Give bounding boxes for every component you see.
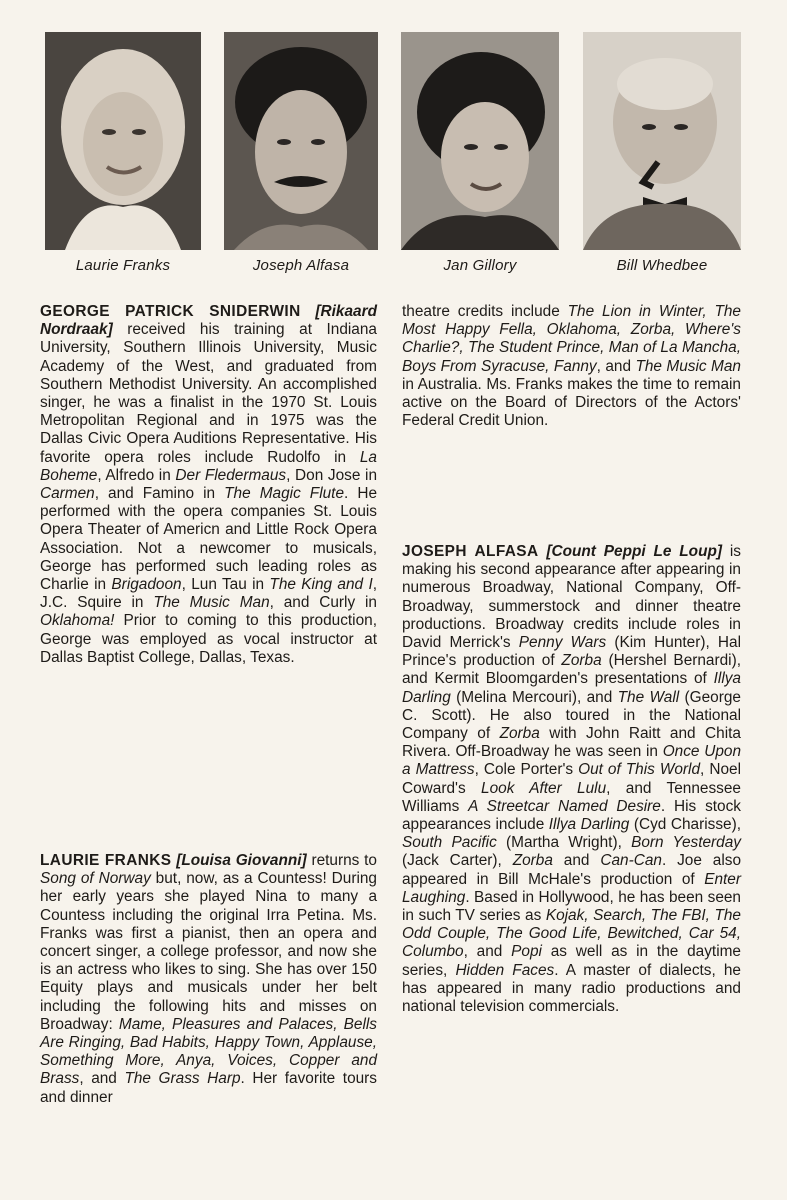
- bio-title: Born Yesterday: [631, 834, 741, 852]
- bio-title: The Grass Harp: [124, 1070, 241, 1088]
- portrait-image: [45, 32, 201, 250]
- bio-text: . He performed with the opera companies St. Louis Opera Theater of Americn and Little Rock Opera Association. Not a newcomer to musicals, George has performed such leading roles as Charlie in: [40, 485, 378, 594]
- bio-text: , and: [463, 943, 512, 961]
- bio-text: , Cole Porter's: [474, 761, 579, 779]
- bio-text: . Based in Hollywood, he has been seen in such TV series as: [402, 888, 741, 925]
- bio-title: Enter Laughing: [402, 870, 741, 906]
- bio-text: . His stock appearances include: [402, 797, 741, 834]
- bio-title: Popi: [511, 943, 542, 961]
- bio-name: LAURIE FRANKS: [40, 852, 172, 869]
- bio-name: GEORGE PATRICK SNIDERWIN: [40, 303, 301, 320]
- bio-text: (Cyd Charisse),: [629, 816, 741, 834]
- photo-bill-whedbee: [583, 32, 741, 250]
- bio-joseph-alfasa: [402, 543, 741, 1016]
- bio-role: [Count Peppi Le Loup]: [546, 543, 723, 560]
- bio-text: , Noel Coward's: [402, 761, 741, 797]
- bio-title: The Music Man: [153, 594, 270, 612]
- bio-text: , Alfredo in: [97, 466, 176, 484]
- bio-title: Zorba: [512, 852, 553, 870]
- bio-title: The Magic Flute: [224, 485, 345, 503]
- photo-jan-gillory: [401, 32, 559, 250]
- bio-name: JOSEPH ALFASA: [402, 543, 539, 560]
- bio-title: Can-Can: [600, 852, 662, 870]
- bio-title: Once Upon a Mattress: [402, 743, 741, 779]
- bio-text: , and Famino in: [94, 485, 225, 503]
- bio-title: Brigadoon: [111, 576, 182, 594]
- bio-title: Song of Norway: [40, 870, 151, 888]
- bio-text: . Her favorite tours and dinner: [40, 1070, 378, 1106]
- portrait-image: [224, 32, 378, 250]
- bio-text: in Australia. Ms. Franks makes the time to remain active on the Board of Directors of the Actors' Federal Credit Union.: [402, 375, 741, 430]
- bio-text: . Joe also appeared in Bill McHale's production of: [402, 852, 742, 888]
- bio-text: , Don Jose in: [286, 466, 378, 484]
- bio-george-patrick-sniderwin: [40, 303, 377, 667]
- bio-text: . A master of dialects, he has appeared in many radio productions and national television commercials.: [402, 961, 741, 1016]
- bio-text: with John Raitt and Chita Rivera. Off-Broadway he was seen in: [402, 725, 741, 761]
- bio-title: Penny Wars: [518, 634, 607, 652]
- caption-jan-gillory: Jan Gillory: [443, 257, 517, 274]
- headshot-row: [0, 0, 787, 290]
- bio-text: , and Tennessee Williams: [402, 779, 741, 815]
- bio-title: The Music Man: [635, 357, 741, 375]
- bio-text: , and: [596, 357, 636, 375]
- bio-laurie-franks: [40, 852, 377, 1107]
- bio-text: (Jack Carter),: [402, 852, 513, 870]
- bio-title: Hidden Faces: [455, 961, 555, 979]
- bio-title: Carmen: [40, 485, 95, 503]
- bio-text: (Martha Wright),: [496, 834, 632, 852]
- bio-title: Mame, Pleasures and Palaces, Bells Are Ringing, Bad Habits, Happy Town, Applause, Something More, Anya, Voices, Copper and Brass: [40, 1015, 377, 1088]
- bio-title: South Pacific: [402, 834, 497, 852]
- bio-laurie-franks-continued: [402, 303, 741, 430]
- bio-title: Illya Darling: [402, 670, 741, 706]
- bio-title: A Streetcar Named Desire: [468, 797, 661, 815]
- bio-text: received his training at Indiana University, Southern Illinois University, Music Academy of the West, and graduated from Southern Methodist University. An accomplished singer, he was a finalist in the 1970 St. Louis Metropolitan Regional and in 1975 was the Dallas Civic Opera Auditions Representative. His favorite opera roles include Rudolfo in: [40, 321, 377, 466]
- bio-text: , and: [79, 1070, 125, 1088]
- bio-role: [Louisa Giovanni]: [176, 852, 307, 869]
- bio-title: Der Fledermaus: [175, 466, 287, 484]
- bio-text: returns to: [306, 852, 377, 869]
- bio-title: Look After Lulu: [481, 779, 607, 797]
- bio-text: , Lun Tau in: [181, 576, 270, 594]
- bio-title: The Wall: [617, 688, 680, 706]
- bio-title: Out of This World: [578, 761, 701, 779]
- bio-title: Illya Darling: [548, 816, 630, 834]
- bio-text: as well as in the daytime series,: [402, 943, 741, 979]
- bio-title: Zorba: [561, 652, 602, 670]
- bio-title: Kojak, Search, The FBI, The Odd Couple, The Good Life, Bewitched, Car 54, Columbo: [402, 907, 741, 961]
- photo-laurie-franks: [45, 32, 201, 250]
- bio-title: Oklahoma!: [40, 612, 115, 630]
- caption-joseph-alfasa: Joseph Alfasa: [252, 257, 350, 274]
- bio-title: Zorba: [499, 725, 540, 743]
- bio-text: but, now, as a Countess! During her early years she played Nina to many a Countess including the original Irra Petina. Ms. Franks was first a pianist, then an opera and concert singer, a college professor, and now she is an actress who likes to sing. She has over 150 Equity plays and musicals under her belt including the following hits and misses on Broadway:: [40, 870, 377, 1033]
- bio-text: (Melina Mercouri), and: [450, 688, 618, 706]
- bio-title: The King and I: [269, 576, 373, 594]
- portrait-image: [583, 32, 741, 250]
- bio-role: [Rikaard Nordraak]: [40, 303, 377, 339]
- bio-text: (Hershel Bernardi), and Kermit Bloomgarden's presentations of: [402, 652, 742, 688]
- bio-text: theatre credits include: [402, 303, 568, 320]
- bio-text: , J.C. Squire in: [40, 576, 377, 612]
- photo-joseph-alfasa: [224, 32, 378, 250]
- portrait-image: [401, 32, 559, 250]
- bio-text: (George C. Scott). He also toured in the National Company of: [402, 688, 741, 743]
- bio-text: is making his second appearance after appearing in numerous Broadway, National Company, Off-Broadway, summerstock and dinner theatre productions. Broadway credits include roles in David Merrick's: [402, 543, 741, 652]
- caption-laurie-franks: Laurie Franks: [75, 257, 171, 274]
- bio-title: The Lion in Winter, The Most Happy Fella, Oklahoma, Zorba, Where's Charlie?, The Student Prince, Man of La Mancha, Boys From Syracuse, Fanny: [402, 303, 741, 375]
- caption-bill-whedbee: Bill Whedbee: [616, 257, 708, 274]
- bio-text: Prior to coming to this production, George was employed as vocal instructor at Dallas Baptist College, Dallas, Texas.: [40, 612, 377, 666]
- bio-text: (Kim Hunter), Hal Prince's production of: [402, 634, 741, 670]
- bio-text: and: [552, 852, 601, 870]
- bio-text: , and Curly in: [269, 594, 377, 612]
- bio-title: La Boheme: [40, 448, 377, 484]
